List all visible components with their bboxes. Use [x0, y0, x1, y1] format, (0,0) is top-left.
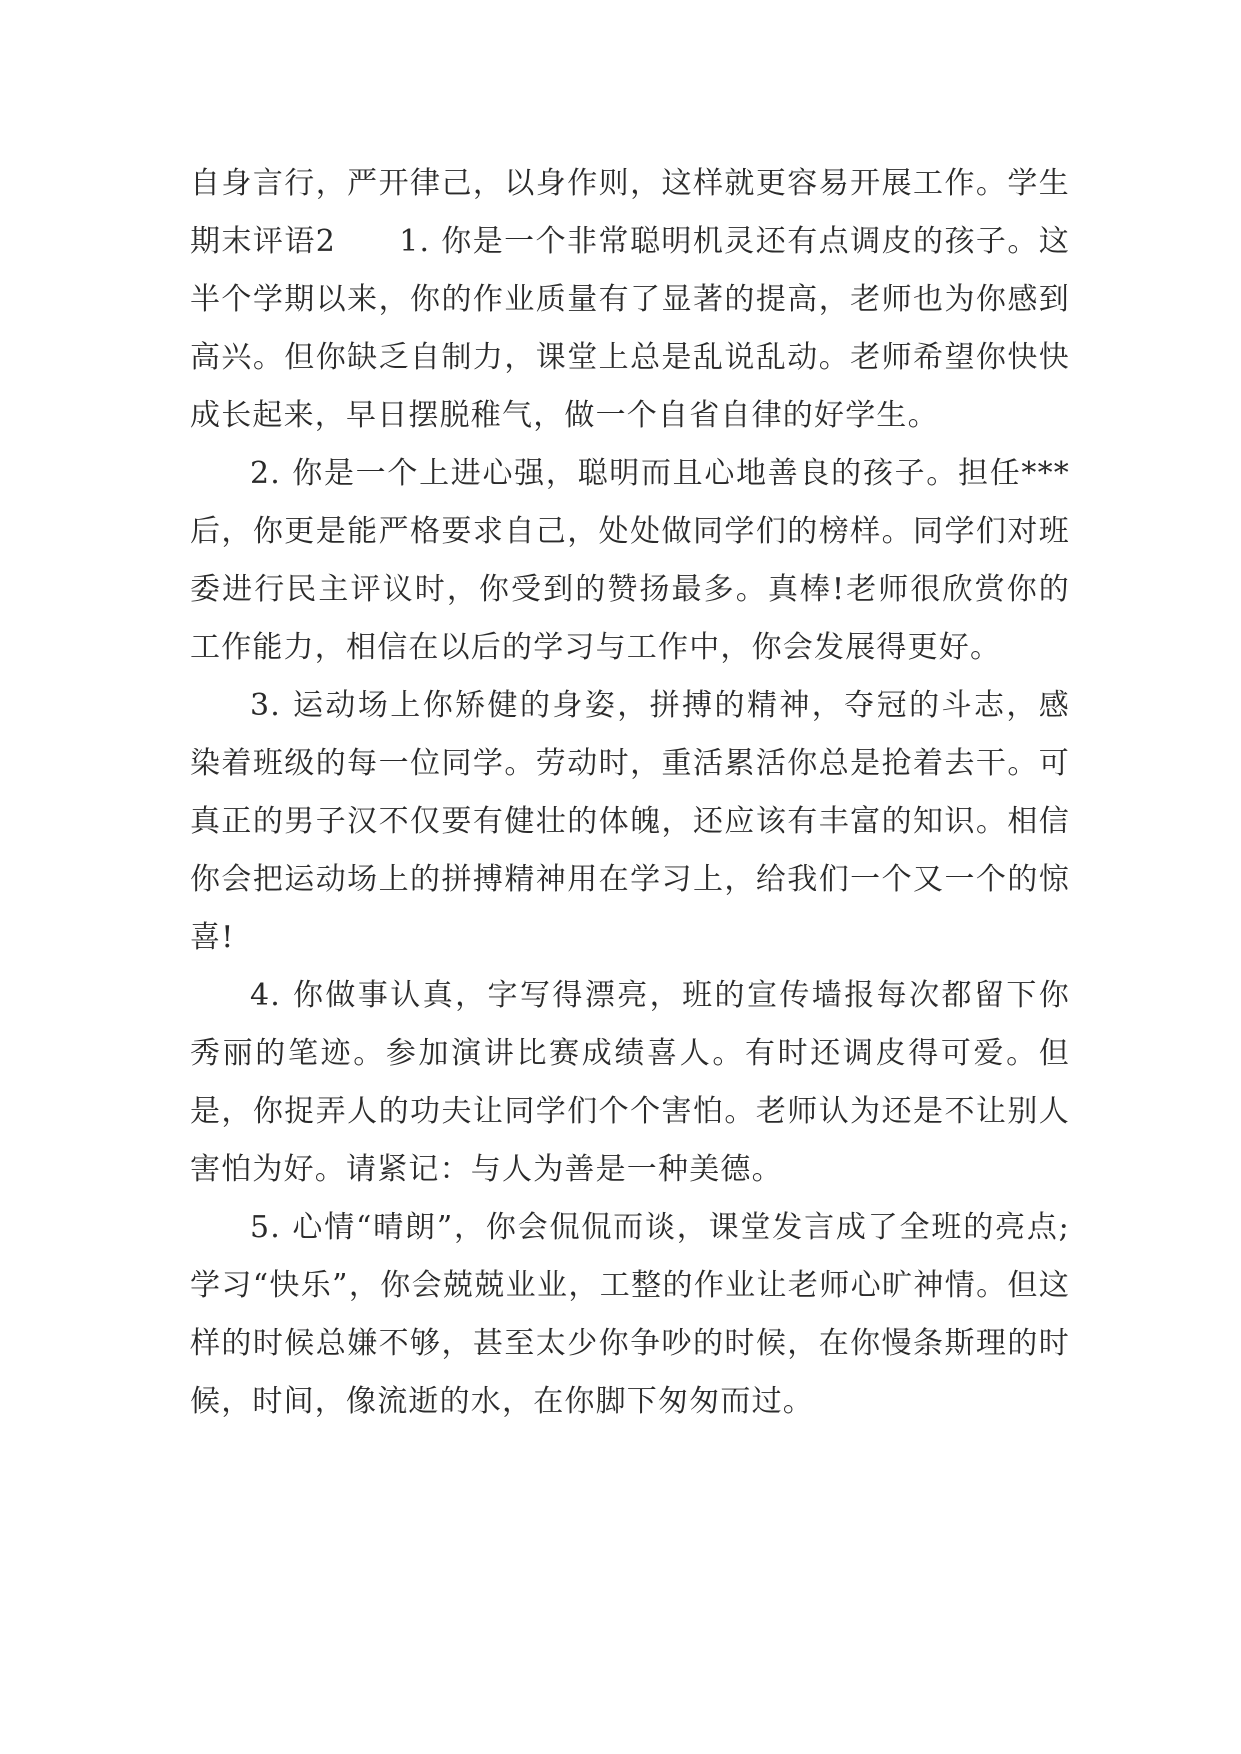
comment-item-4: 4. 你做事认真，字写得漂亮，班的宣传墙报每次都留下你秀丽的笔迹。参加演讲比赛成绩喜人。有时还调皮得可爱。但是，你捉弄人的功夫让同学们个个害怕。老师认为还是不让别人害怕为好。请紧记：与人为善是一种美德。 — [190, 978, 1070, 1187]
document-body — [190, 155, 1070, 1431]
intro-paragraph: 自身言行，严开律己，以身作则，这样就更容易开展工作。学生期末评语2 1. 你是一个非常聪明机灵还有点调皮的孩子。这半个学期以来，你的作业质量有了显著的提高，老师也为你感到高兴。但你缺乏自制力，课堂上总是乱说乱动。老师希望你快快成长起来，早日摆脱稚气，做一个自省自律的好学生。 — [190, 166, 1070, 433]
comment-item-2: 2. 你是一个上进心强，聪明而且心地善良的孩子。担任***后，你更是能严格要求自己，处处做同学们的榜样。同学们对班委进行民主评议时，你受到的赞扬最多。真棒!老师很欣赏你的工作能力，相信在以后的学习与工作中，你会发展得更好。 — [190, 456, 1070, 665]
comment-item-3: 3. 运动场上你矫健的身姿，拼搏的精神，夺冠的斗志，感染着班级的每一位同学。劳动时，重活累活你总是抢着去干。可真正的男子汉不仅要有健壮的体魄，还应该有丰富的知识。相信你会把运动场上的拼搏精神用在学习上，给我们一个又一个的惊喜! — [190, 688, 1070, 955]
comment-item-5: 5. 心情“晴朗”，你会侃侃而谈，课堂发言成了全班的亮点;学习“快乐”，你会兢兢业业，工整的作业让老师心旷神情。但这样的时候总嫌不够，甚至太少你争吵的时候，在你慢条斯理的时候，时间，像流逝的水，在你脚下匆匆而过。 — [190, 1210, 1070, 1419]
